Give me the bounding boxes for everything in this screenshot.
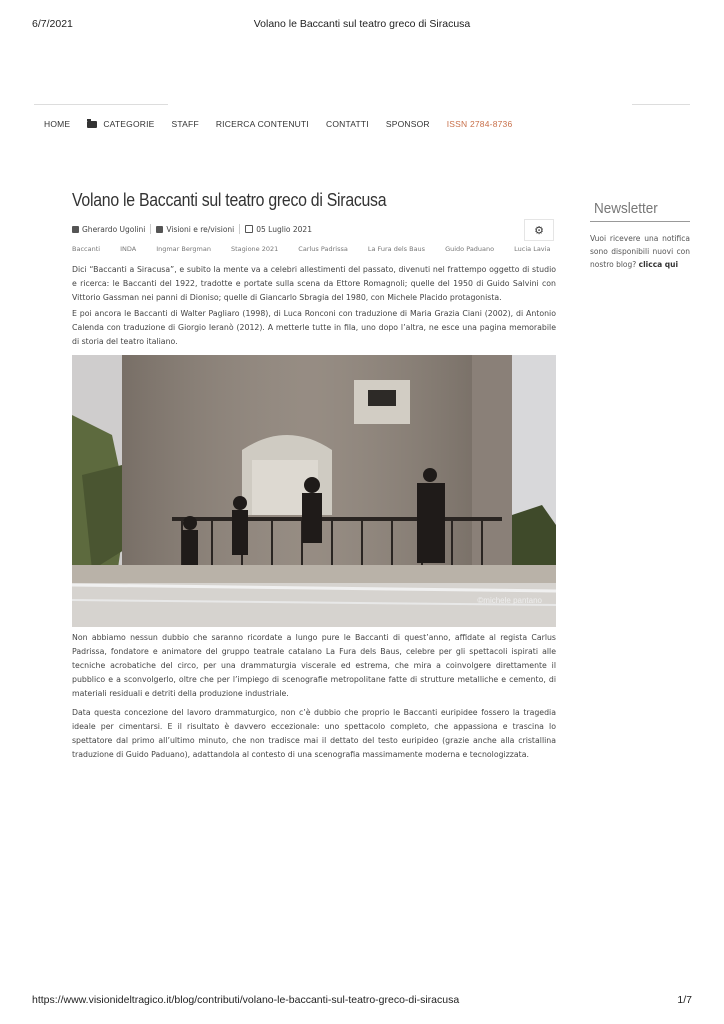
article-meta	[72, 224, 312, 234]
newsletter-title: Newsletter	[594, 200, 658, 217]
main-nav	[44, 119, 529, 129]
tag[interactable]: Guido Paduano	[445, 245, 495, 253]
print-page-number: 1/7	[677, 994, 692, 1006]
newsletter-divider	[590, 221, 690, 222]
article-paragraph: Dici “Baccanti a Siracusa”, e subito la mente va a celebri allestimenti del passato, divenuti nel frattempo oggetto di studio e ricerca: le Baccanti del 1922, tradotte e portate sulla scena da Ettore Romagnoli; quelle del 1950 di Guido Salvini con Vittorio Gassman nei panni di Dioniso; quelle di Giancarlo Sbragia del 1980, con Michele Placido protagonista.	[72, 265, 556, 302]
gear-icon: ⚙	[534, 223, 544, 237]
nav-issn[interactable]: ISSN 2784-8736	[446, 119, 513, 129]
newsletter-body: Vuoi ricevere una notifica sono disponibili nuovi con nostro blog?	[590, 234, 690, 269]
nav-sponsor[interactable]: SPONSOR	[385, 119, 430, 129]
photo-credit: ©michele pantano	[477, 596, 542, 605]
divider	[632, 104, 690, 105]
meta-separator	[150, 224, 151, 234]
stage-scene-image	[72, 355, 556, 627]
print-url: https://www.visionideltragico.it/blog/contributi/volano-le-baccanti-sul-teatro-greco-di-siracusa	[32, 994, 460, 1006]
article-title: Volano le Baccanti sul teatro greco di Siracusa	[72, 190, 387, 210]
print-title: Volano le Baccanti sul teatro greco di Siracusa	[253, 18, 471, 30]
date-text: 05 Luglio 2021	[256, 224, 312, 234]
article-tools-button[interactable]	[524, 219, 554, 241]
newsletter-text	[590, 232, 690, 271]
article-paragraph: E poi ancora le Baccanti di Walter Pagliaro (1998), di Luca Ronconi con traduzione di Maria Grazia Ciani (2002), di Antonio Calenda con traduzione di Giorgio Ieranò (2012). A metterle tutte in fila, uno dopo l’altra, ne esce una pagina memorabile di storia del teatro italiano.	[72, 309, 556, 346]
tag[interactable]: Baccanti	[72, 245, 101, 253]
category-name: Visioni e re/visioni	[166, 224, 235, 234]
folder-icon	[87, 121, 97, 128]
tag-list	[72, 245, 570, 253]
nav-staff[interactable]: STAFF	[171, 119, 199, 129]
calendar-icon	[245, 225, 253, 233]
newsletter-link[interactable]: clicca qui	[638, 260, 679, 269]
nav-contatti[interactable]: CONTATTI	[325, 119, 369, 129]
category[interactable]	[156, 225, 234, 234]
article-photo	[72, 355, 556, 627]
tag[interactable]: Stagione 2021	[230, 245, 279, 253]
meta-separator	[239, 224, 240, 234]
tag[interactable]: Ingmar Bergman	[156, 245, 211, 253]
tag[interactable]: La Fura dels Baus	[367, 245, 426, 253]
nav-ricerca[interactable]: RICERCA CONTENUTI	[215, 119, 309, 129]
tag[interactable]: Carlus Padrissa	[298, 245, 348, 253]
nav-categorie-label: CATEGORIE	[103, 119, 155, 129]
article-paragraph: Non abbiamo nessun dubbio che saranno ricordate a lungo pure le Baccanti di quest’anno, affidate al regista Carlus Padrissa, fondatore e animatore del gruppo teatrale catalano La Fura dels Baus, celebre per gli spettacoli ispirati alle tecniche acrobatiche del circo, per una drammaturgia viscerale ed estrema, che mira a coinvolgere direttamente il pubblico e a sconvolgerlo, oltre che per l’impiego di scenografie metropolitane fatte di strutture metalliche e cemento, di materiali residuali e detriti della produzione industriale.	[72, 633, 556, 698]
divider	[34, 104, 168, 105]
edit-icon	[72, 226, 79, 233]
folder-icon	[156, 226, 163, 233]
author[interactable]	[72, 225, 145, 234]
tag[interactable]: Lucia Lavia	[514, 245, 551, 253]
article-paragraph: Data questa concezione del lavoro drammaturgico, non c’è dubbio che proprio le Baccanti euripidee fossero la tragedia ideale per cimentarsi. E il risultato è davvero eccezionale: uno spettacolo completo, che appassiona e trascina lo spettatore dal primo all’ultimo minuto, che non tradisce mai il dettato del testo euripideo (grazie anche alla cristallina traduzione di Guido Paduano), adattandola al contesto di una scenografia massimamente moderna e tecnologizzata.	[72, 708, 556, 759]
publish-date	[245, 225, 312, 234]
print-date: 6/7/2021	[32, 18, 73, 30]
nav-categorie[interactable]	[87, 119, 154, 129]
nav-home[interactable]: HOME	[44, 119, 71, 129]
tag[interactable]: INDA	[120, 245, 137, 253]
author-name: Gherardo Ugolini	[82, 224, 146, 234]
